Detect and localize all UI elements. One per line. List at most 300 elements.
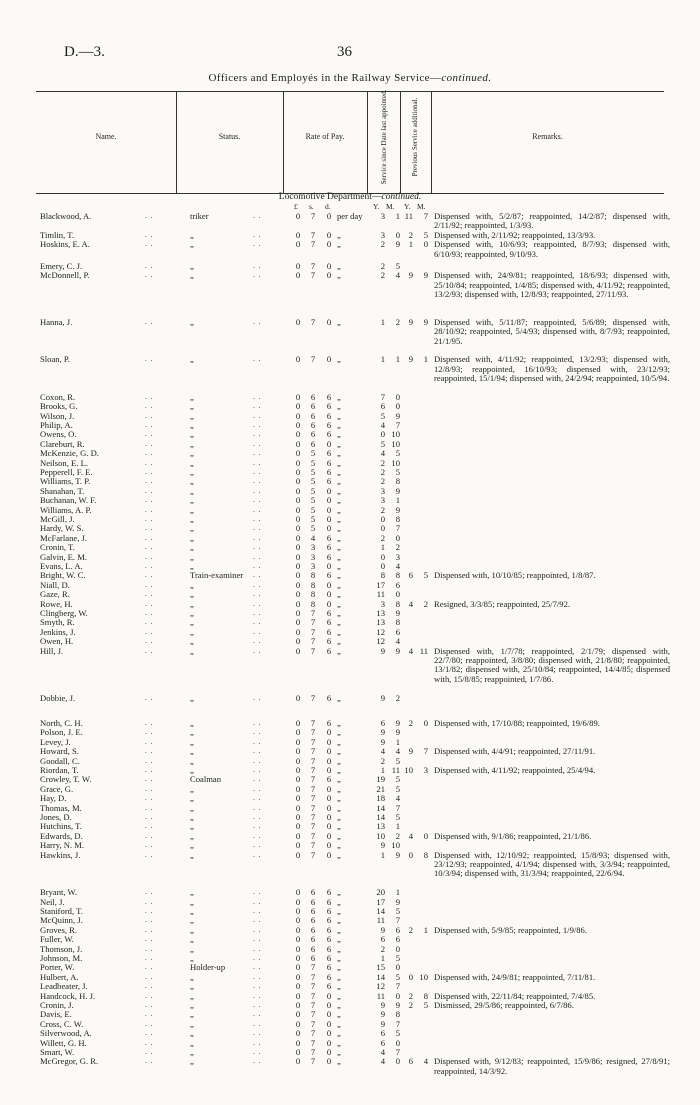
leader-dots: . . — [145, 411, 154, 420]
pay-pence: 6 — [326, 551, 332, 562]
service-years: 20 — [376, 887, 385, 898]
pay-unit: „ — [337, 401, 341, 412]
pay-pence: 0 — [326, 523, 332, 534]
pay-pence: 0 — [326, 802, 332, 813]
page-number: 36 — [337, 44, 352, 60]
staff-name: McFarlane, J. — [40, 532, 88, 543]
service-months: 7 — [395, 420, 400, 430]
pay-shillings: 8 — [310, 570, 316, 581]
staff-status: „ — [190, 830, 194, 841]
leader-dots: . . — [253, 449, 262, 458]
leader-dots: . . — [145, 1038, 154, 1047]
pay-shillings: 7 — [310, 1037, 316, 1048]
pay-pounds: 0 — [295, 1047, 301, 1057]
pay-pence: 0 — [326, 211, 332, 221]
pay-pence: 6 — [326, 391, 332, 402]
service-months: 5 — [395, 812, 400, 822]
service-months: 1 — [395, 821, 400, 832]
staff-name: Cross, C. W. — [40, 1018, 84, 1029]
previous-months: 2 — [423, 598, 428, 609]
remarks: Dismissed, 29/5/86; reappointed, 6/7/86. — [434, 1000, 574, 1010]
pay-unit: „ — [337, 840, 341, 851]
pay-unit: „ — [337, 317, 341, 327]
pay-pounds: 0 — [295, 476, 301, 487]
leader-dots: . . — [145, 468, 154, 476]
remarks: Dispensed with, 4/11/92; reappointed, 25/4/94. — [434, 765, 596, 775]
pay-pounds: 0 — [295, 514, 301, 524]
pay-pence: 6 — [326, 448, 332, 459]
remarks: Dispensed with, 9/1/86; reappointed, 21/1/86. — [434, 830, 592, 841]
pay-pounds: 0 — [295, 1018, 301, 1029]
staff-status: „ — [190, 561, 194, 571]
service-years: 2 — [380, 457, 385, 468]
service-years: 2 — [380, 476, 385, 487]
pay-unit: „ — [337, 1000, 341, 1010]
remarks: Dispensed with, 5/9/85; reappointed, 1/9/86. — [434, 924, 587, 935]
pay-pounds: 0 — [295, 608, 301, 618]
service-months: 0 — [395, 1056, 400, 1067]
leader-dots: . . — [145, 318, 154, 326]
pay-shillings: 7 — [310, 812, 316, 822]
remarks: Resigned, 3/3/85; reappointed, 25/7/92. — [434, 598, 571, 609]
leader-dots: . . — [145, 533, 154, 542]
leader-dots: . . — [253, 822, 262, 831]
service-years: 4 — [380, 420, 385, 430]
pay-shillings: 7 — [310, 746, 316, 757]
staff-status: „ — [190, 589, 194, 600]
unit-pounds: £ — [294, 202, 298, 211]
pay-shillings: 7 — [310, 783, 316, 794]
pay-unit: „ — [337, 971, 341, 982]
remarks: Dispensed with, 24/9/81; reappointed, 18/6/93; dispensed with, 25/10/84; reappointed, 1/4/85; dispensed with, 4/11/92; reappointed, 13/2/93; dispensed with, 12/8/93; reappointed, 27/11/93. — [434, 270, 670, 300]
pay-pence: 6 — [326, 915, 332, 926]
pay-unit: „ — [337, 746, 341, 757]
pay-shillings: 8 — [310, 589, 316, 600]
staff-name: Cronin, T. — [40, 542, 75, 553]
section-heading-suffix: continued. — [381, 192, 422, 202]
leader-dots: . . — [253, 813, 262, 821]
staff-status: „ — [190, 598, 194, 609]
pay-unit: „ — [337, 261, 341, 271]
pay-pounds: 0 — [295, 774, 301, 785]
pay-pence: 6 — [326, 718, 332, 728]
pay-pence: 6 — [326, 906, 332, 916]
previous-months: 8 — [423, 990, 428, 1001]
staff-status: „ — [190, 551, 194, 562]
pay-pounds: 0 — [295, 755, 301, 766]
previous-years: 2 — [408, 229, 413, 240]
staff-name: Crowley, T. W. — [40, 774, 92, 785]
leader-dots: . . — [253, 355, 262, 364]
remarks: Dispensed with, 17/10/88; reappointed, 19/6/89. — [434, 718, 600, 728]
staff-name: Riordan, T. — [40, 765, 79, 775]
staff-name: Jones, D. — [40, 812, 72, 822]
staff-status: „ — [190, 608, 194, 618]
leader-dots: . . — [253, 627, 262, 636]
pay-pounds: 0 — [295, 467, 301, 477]
previous-months: 11 — [419, 645, 428, 656]
pay-pounds: 0 — [295, 727, 301, 738]
pay-unit: „ — [337, 598, 341, 609]
column-header-status: Status. — [218, 132, 241, 141]
leader-dots: . . — [253, 271, 262, 280]
pay-pounds: 0 — [295, 211, 301, 221]
staff-name: Owen, H. — [40, 636, 74, 647]
pay-pounds: 0 — [295, 990, 301, 1001]
pay-pence: 0 — [326, 821, 332, 832]
leader-dots: . . — [253, 646, 262, 655]
pay-shillings: 7 — [310, 821, 316, 832]
staff-name: Sloan, P. — [40, 354, 70, 365]
staff-name: Pepperell, F. E. — [40, 467, 93, 477]
pay-pence: 6 — [326, 420, 332, 430]
previous-months: 9 — [423, 317, 428, 327]
previous-months: 1 — [423, 354, 428, 365]
staff-name: Polson, J. E. — [40, 727, 83, 738]
pay-pounds: 0 — [295, 504, 301, 515]
service-years: 9 — [380, 645, 385, 656]
service-months: 0 — [395, 589, 400, 600]
previous-months: 9 — [423, 270, 428, 281]
pay-unit: „ — [337, 467, 341, 477]
pay-shillings: 7 — [310, 727, 316, 738]
pay-pence: 0 — [326, 485, 332, 496]
staff-name: McGill, J. — [40, 514, 75, 524]
leader-dots: . . — [145, 524, 154, 533]
section-heading — [0, 192, 700, 202]
staff-name: Howard, S. — [40, 746, 79, 757]
previous-years: 2 — [408, 718, 413, 728]
pay-shillings: 7 — [310, 840, 316, 851]
pay-pounds: 0 — [295, 830, 301, 841]
pay-shillings: 5 — [310, 495, 316, 506]
pay-pounds: 0 — [295, 448, 301, 459]
pay-unit: „ — [337, 830, 341, 841]
leader-dots: . . — [253, 888, 262, 897]
service-months: 1 — [395, 354, 400, 365]
leader-dots: . . — [145, 430, 154, 439]
pay-unit: „ — [337, 476, 341, 487]
column-divider — [400, 91, 401, 193]
leader-dots: . . — [145, 944, 154, 953]
service-years: 9 — [380, 692, 385, 703]
service-months: 6 — [395, 924, 400, 935]
service-years: 3 — [380, 598, 385, 609]
pay-pounds: 0 — [295, 561, 301, 571]
leader-dots: . . — [145, 543, 154, 552]
pay-pence: 0 — [326, 354, 332, 365]
staff-name: Edwards, D. — [40, 830, 83, 841]
pay-shillings: 7 — [310, 692, 316, 703]
staff-status: „ — [190, 645, 194, 656]
staff-status: „ — [190, 1056, 194, 1067]
leader-dots: . . — [145, 972, 154, 981]
unit-months: M. — [386, 202, 395, 211]
service-months: 5 — [395, 755, 400, 766]
leader-dots: . . — [253, 609, 262, 617]
service-years: 12 — [376, 626, 385, 637]
service-years: 2 — [380, 504, 385, 515]
staff-status: „ — [190, 485, 194, 496]
staff-status: „ — [190, 840, 194, 851]
pay-unit: „ — [337, 514, 341, 524]
service-months: 9 — [395, 410, 400, 421]
pay-shillings: 7 — [310, 718, 316, 728]
service-months: 10 — [391, 429, 400, 440]
pay-pence: 0 — [326, 270, 332, 281]
pay-pence: 0 — [326, 783, 332, 794]
leader-dots: . . — [145, 477, 154, 486]
pay-shillings: 7 — [310, 636, 316, 647]
pay-unit: „ — [337, 617, 341, 628]
staff-status: „ — [190, 692, 194, 703]
leader-dots: . . — [145, 421, 154, 429]
leader-dots: . . — [145, 737, 154, 746]
pay-unit: „ — [337, 981, 341, 992]
pay-pounds: 0 — [295, 887, 301, 898]
staff-status: „ — [190, 849, 194, 860]
pay-pence: 0 — [326, 598, 332, 609]
column-header-rate: Rate of Pay. — [305, 132, 345, 141]
leader-dots: . . — [145, 599, 154, 608]
leader-dots: . . — [145, 627, 154, 636]
staff-name: McQuinn, J. — [40, 915, 83, 926]
pay-pence: 0 — [326, 504, 332, 515]
pay-pence: 0 — [326, 514, 332, 524]
staff-name: Thomson, J. — [40, 943, 83, 954]
pay-pounds: 0 — [295, 821, 301, 832]
pay-pounds: 0 — [295, 765, 301, 775]
staff-status: Coalman — [190, 774, 222, 785]
pay-pounds: 0 — [295, 270, 301, 281]
staff-name: Williams, T. P. — [40, 476, 91, 487]
leader-dots: . . — [145, 402, 154, 411]
service-years: 8 — [380, 570, 385, 581]
staff-name: Shanahan, T. — [40, 485, 85, 496]
pay-pounds: 0 — [295, 981, 301, 992]
leader-dots: . . — [145, 916, 154, 925]
pay-shillings: 7 — [310, 1047, 316, 1057]
pay-unit: „ — [337, 727, 341, 738]
service-months: 9 — [395, 718, 400, 728]
pay-pounds: 0 — [295, 636, 301, 647]
pay-shillings: 5 — [310, 476, 316, 487]
pay-unit: „ — [337, 448, 341, 459]
remarks: Dispensed with, 5/2/87; reappointed, 14/2/87; dispensed with, 2/11/92; reappointed, 1/3/93. — [434, 211, 670, 231]
pay-pounds: 0 — [295, 317, 301, 327]
pay-shillings: 7 — [310, 229, 316, 240]
pay-pounds: 0 — [295, 934, 301, 945]
leader-dots: . . — [145, 963, 154, 972]
staff-status: „ — [190, 476, 194, 487]
service-years: 6 — [380, 718, 385, 728]
previous-years: 2 — [408, 990, 413, 1001]
pay-pence: 0 — [326, 438, 332, 449]
service-months: 1 — [395, 211, 400, 221]
pay-shillings: 3 — [310, 542, 316, 553]
pay-pence: 0 — [326, 830, 332, 841]
service-years: 0 — [380, 523, 385, 534]
pay-pence: 0 — [326, 1000, 332, 1010]
service-months: 3 — [395, 551, 400, 562]
leader-dots: . . — [253, 925, 262, 934]
service-years: 6 — [380, 401, 385, 412]
staff-name: Neilson, E. L. — [40, 457, 88, 468]
remarks: Dispensed with, 5/11/87; reappointed, 5/6/89; dispensed with, 28/10/92; reappointed, 5/4/93; dispensed with, 8/7/93; reappointed, 21/1/95. — [434, 317, 670, 346]
staff-name: Cronin, J. — [40, 1000, 74, 1010]
pay-pence: 6 — [326, 410, 332, 421]
staff-name: Dobbie, J. — [40, 692, 76, 703]
pay-shillings: 5 — [310, 457, 316, 468]
service-years: 2 — [380, 261, 385, 271]
leader-dots: . . — [145, 449, 154, 458]
pay-pence: 6 — [326, 645, 332, 656]
leader-dots: . . — [253, 618, 262, 627]
pay-pounds: 0 — [295, 802, 301, 813]
staff-name: Levey, J. — [40, 736, 71, 747]
staff-name: Rowe, H. — [40, 598, 73, 609]
unit-months: M. — [417, 202, 426, 211]
pay-pence: 6 — [326, 542, 332, 553]
service-years: 12 — [376, 636, 385, 647]
leader-dots: . . — [145, 841, 154, 850]
staff-name: Hutchins, T. — [40, 821, 82, 832]
staff-status: „ — [190, 514, 194, 524]
staff-name: Emery, C. J. — [40, 261, 83, 271]
pay-unit: „ — [337, 736, 341, 747]
staff-status: „ — [190, 783, 194, 794]
service-months: 5 — [395, 783, 400, 794]
service-years: 17 — [376, 579, 385, 590]
leader-dots: . . — [253, 392, 262, 401]
staff-status: „ — [190, 239, 194, 250]
pay-pence: 6 — [326, 774, 332, 785]
service-years: 1 — [380, 953, 385, 963]
leader-dots: . . — [145, 637, 154, 646]
staff-name: Harry, N. M. — [40, 840, 85, 851]
previous-months: 5 — [423, 229, 428, 240]
previous-years: 9 — [408, 354, 413, 365]
staff-name: Owens, O. — [40, 429, 77, 440]
previous-months: 10 — [419, 971, 428, 982]
pay-unit: „ — [337, 915, 341, 926]
previous-years: 2 — [408, 924, 413, 935]
pay-pounds: 0 — [295, 542, 301, 553]
service-years: 2 — [380, 467, 385, 477]
pay-pounds: 0 — [295, 410, 301, 421]
column-divider — [176, 91, 177, 193]
leader-dots: . . — [145, 486, 154, 495]
service-years: 9 — [380, 1009, 385, 1020]
service-years: 3 — [380, 495, 385, 506]
pay-shillings: 7 — [310, 849, 316, 860]
staff-status: „ — [190, 229, 194, 240]
staff-status: „ — [190, 915, 194, 926]
pay-pence: 0 — [326, 1056, 332, 1067]
leader-dots: . . — [145, 562, 154, 570]
leader-dots: . . — [145, 552, 154, 561]
previous-years: 9 — [408, 746, 413, 757]
staff-name: Niall, D. — [40, 579, 70, 590]
service-months: 10 — [391, 457, 400, 468]
service-years: 13 — [376, 608, 385, 618]
staff-status: „ — [190, 981, 194, 992]
staff-status: „ — [190, 523, 194, 534]
service-years: 0 — [380, 514, 385, 524]
pay-shillings: 5 — [310, 467, 316, 477]
staff-name: Porter, W. — [40, 962, 75, 973]
pay-unit: „ — [337, 821, 341, 832]
staff-status: „ — [190, 896, 194, 907]
service-months: 2 — [395, 542, 400, 553]
service-months: 7 — [395, 915, 400, 926]
staff-status: „ — [190, 448, 194, 459]
pay-pounds: 0 — [295, 1037, 301, 1048]
staff-status: Train-examiner — [190, 570, 244, 581]
service-years: 10 — [376, 830, 385, 841]
pay-shillings: 6 — [310, 410, 316, 421]
pay-pounds: 0 — [295, 692, 301, 703]
pay-shillings: 7 — [310, 802, 316, 813]
service-years: 2 — [380, 943, 385, 954]
pay-pounds: 0 — [295, 783, 301, 794]
staff-name: Blackwood, A. — [40, 211, 92, 221]
leader-dots: . . — [253, 262, 262, 270]
pay-pence: 0 — [326, 1028, 332, 1039]
pay-pence: 6 — [326, 981, 332, 992]
leader-dots: . . — [253, 230, 262, 239]
leader-dots: . . — [253, 496, 262, 505]
leader-dots: . . — [145, 775, 154, 784]
pay-unit: „ — [337, 608, 341, 618]
staff-status: „ — [190, 793, 194, 804]
pay-pounds: 0 — [295, 840, 301, 851]
previous-months: 5 — [423, 570, 428, 581]
pay-unit: „ — [337, 570, 341, 581]
leader-dots: . . — [253, 590, 262, 599]
service-years: 18 — [376, 793, 385, 804]
previous-years: 11 — [404, 211, 413, 221]
service-years: 14 — [376, 971, 385, 982]
leader-dots: . . — [145, 609, 154, 617]
staff-name: Hoskins, E. A. — [40, 239, 90, 250]
leader-dots: . . — [253, 693, 262, 702]
pay-pence: 6 — [326, 934, 332, 945]
pay-pounds: 0 — [295, 401, 301, 412]
pay-shillings: 5 — [310, 523, 316, 534]
pay-shillings: 7 — [310, 971, 316, 982]
service-months: 9 — [395, 849, 400, 860]
pay-pounds: 0 — [295, 1028, 301, 1039]
service-years: 5 — [380, 410, 385, 421]
pay-shillings: 6 — [310, 934, 316, 945]
service-years: 6 — [380, 1037, 385, 1048]
pay-shillings: 7 — [310, 211, 316, 221]
staff-name: McKenzie, G. D. — [40, 448, 99, 459]
service-years: 2 — [380, 270, 385, 281]
staff-name: North, C. H. — [40, 718, 83, 728]
previous-years: 0 — [408, 849, 413, 860]
remarks: Dispensed with, 2/11/92; reappointed, 13/3/93. — [434, 229, 596, 240]
column-header-remarks: Remarks. — [532, 132, 563, 141]
service-months: 5 — [395, 467, 400, 477]
service-years: 1 — [380, 317, 385, 327]
service-months: 9 — [395, 896, 400, 907]
leader-dots: . . — [253, 719, 262, 727]
staff-name: McGregor, G. R. — [40, 1056, 99, 1067]
pay-shillings: 7 — [310, 1028, 316, 1039]
pay-pounds: 0 — [295, 924, 301, 935]
